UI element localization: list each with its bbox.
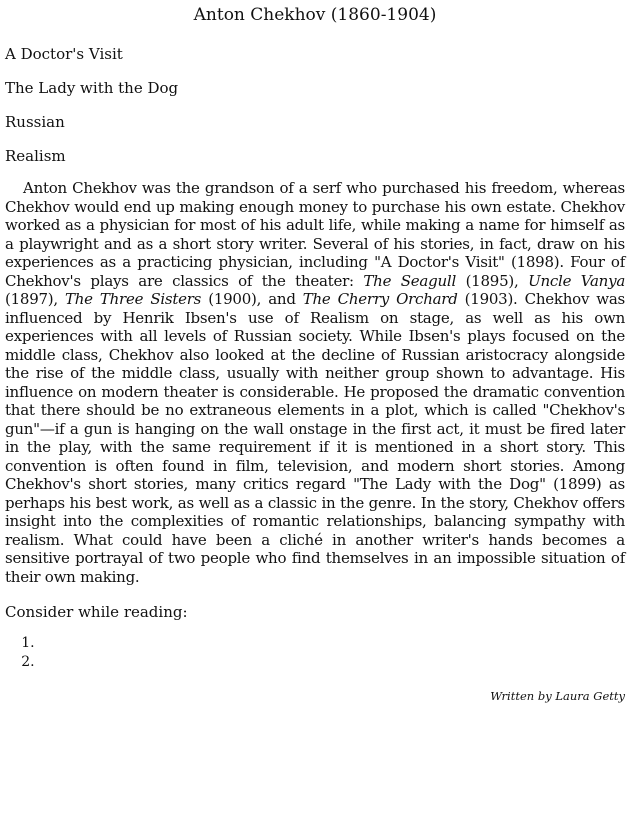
biography-text-4: (1900), and — [201, 290, 303, 308]
biography-paragraph — [5, 179, 625, 586]
consider-list — [5, 634, 625, 672]
author-credit: Written by Laura Getty — [490, 689, 625, 703]
nationality: Russian — [5, 113, 65, 131]
play-title-uncle-vanya: Uncle Vanya — [528, 271, 626, 290]
play-title-seagull: The Seagull — [363, 271, 456, 290]
list-item — [39, 634, 625, 653]
document-page — [0, 4, 630, 819]
page-title: Anton Chekhov (1860-1904) — [193, 5, 437, 25]
story-title-2: The Lady with the Dog — [5, 79, 179, 97]
play-title-cherry-orchard: The Cherry Orchard — [302, 290, 458, 308]
story-title: A Doctor's Visit — [5, 45, 123, 63]
biography-text-2: (1895), — [456, 271, 529, 290]
biography-text-1: Anton Chekhov was the grandson of a serf who purchased his freedom, whereas Chekhov would end up making enough money to purchase his own estate. Chekhov worked as a physician for most of his adult life, while making a name for himself as a playwright and as a short story writer. Several of his stories, in fact, draw on his experiences as a practicing physician, including "A Doctor's Visit" (1898). Four of Chekhov's plays are classics of the theater: — [5, 179, 625, 290]
consider-label: Consider while reading: — [5, 603, 188, 621]
literary-movement: Realism — [5, 147, 66, 165]
biography-text-5: (1903). Chekhov was influenced by Henrik Ibsen's use of Realism on stage, as well as his own experiences with all levels of Russian society. While Ibsen's plays focused on the middle class, Chekhov also looked at the decline of Russian aristocracy alongside the rise of the middle class, usually with neither group shown to advantage. His influence on modern theater is considerable. He proposed the dramatic convention that there should be no extraneous elements in a plot, which is called "Chekhov's gun"—if a gun is hanging on the wall onstage in the first act, it must be fired later in the play, with the same requirement if it is mentioned in a short story. This convention is often found in film, television, and modern short stories. Among Chekhov's short stories, many critics regard "The Lady with the Dog" (1899) as perhaps his best work, as well as a classic in the genre. In the story, Chekhov offers insight into the complexities of romantic relationships, balancing sympathy with realism. What could have been a cliché in another writer's hands becomes a sensitive portrayal of two people who find themselves in an impossible situation of their own making. — [5, 290, 626, 586]
biography-text-3: (1897), — [5, 290, 65, 308]
play-title-three-sisters: The Three Sisters — [65, 290, 202, 308]
list-item — [39, 653, 625, 672]
